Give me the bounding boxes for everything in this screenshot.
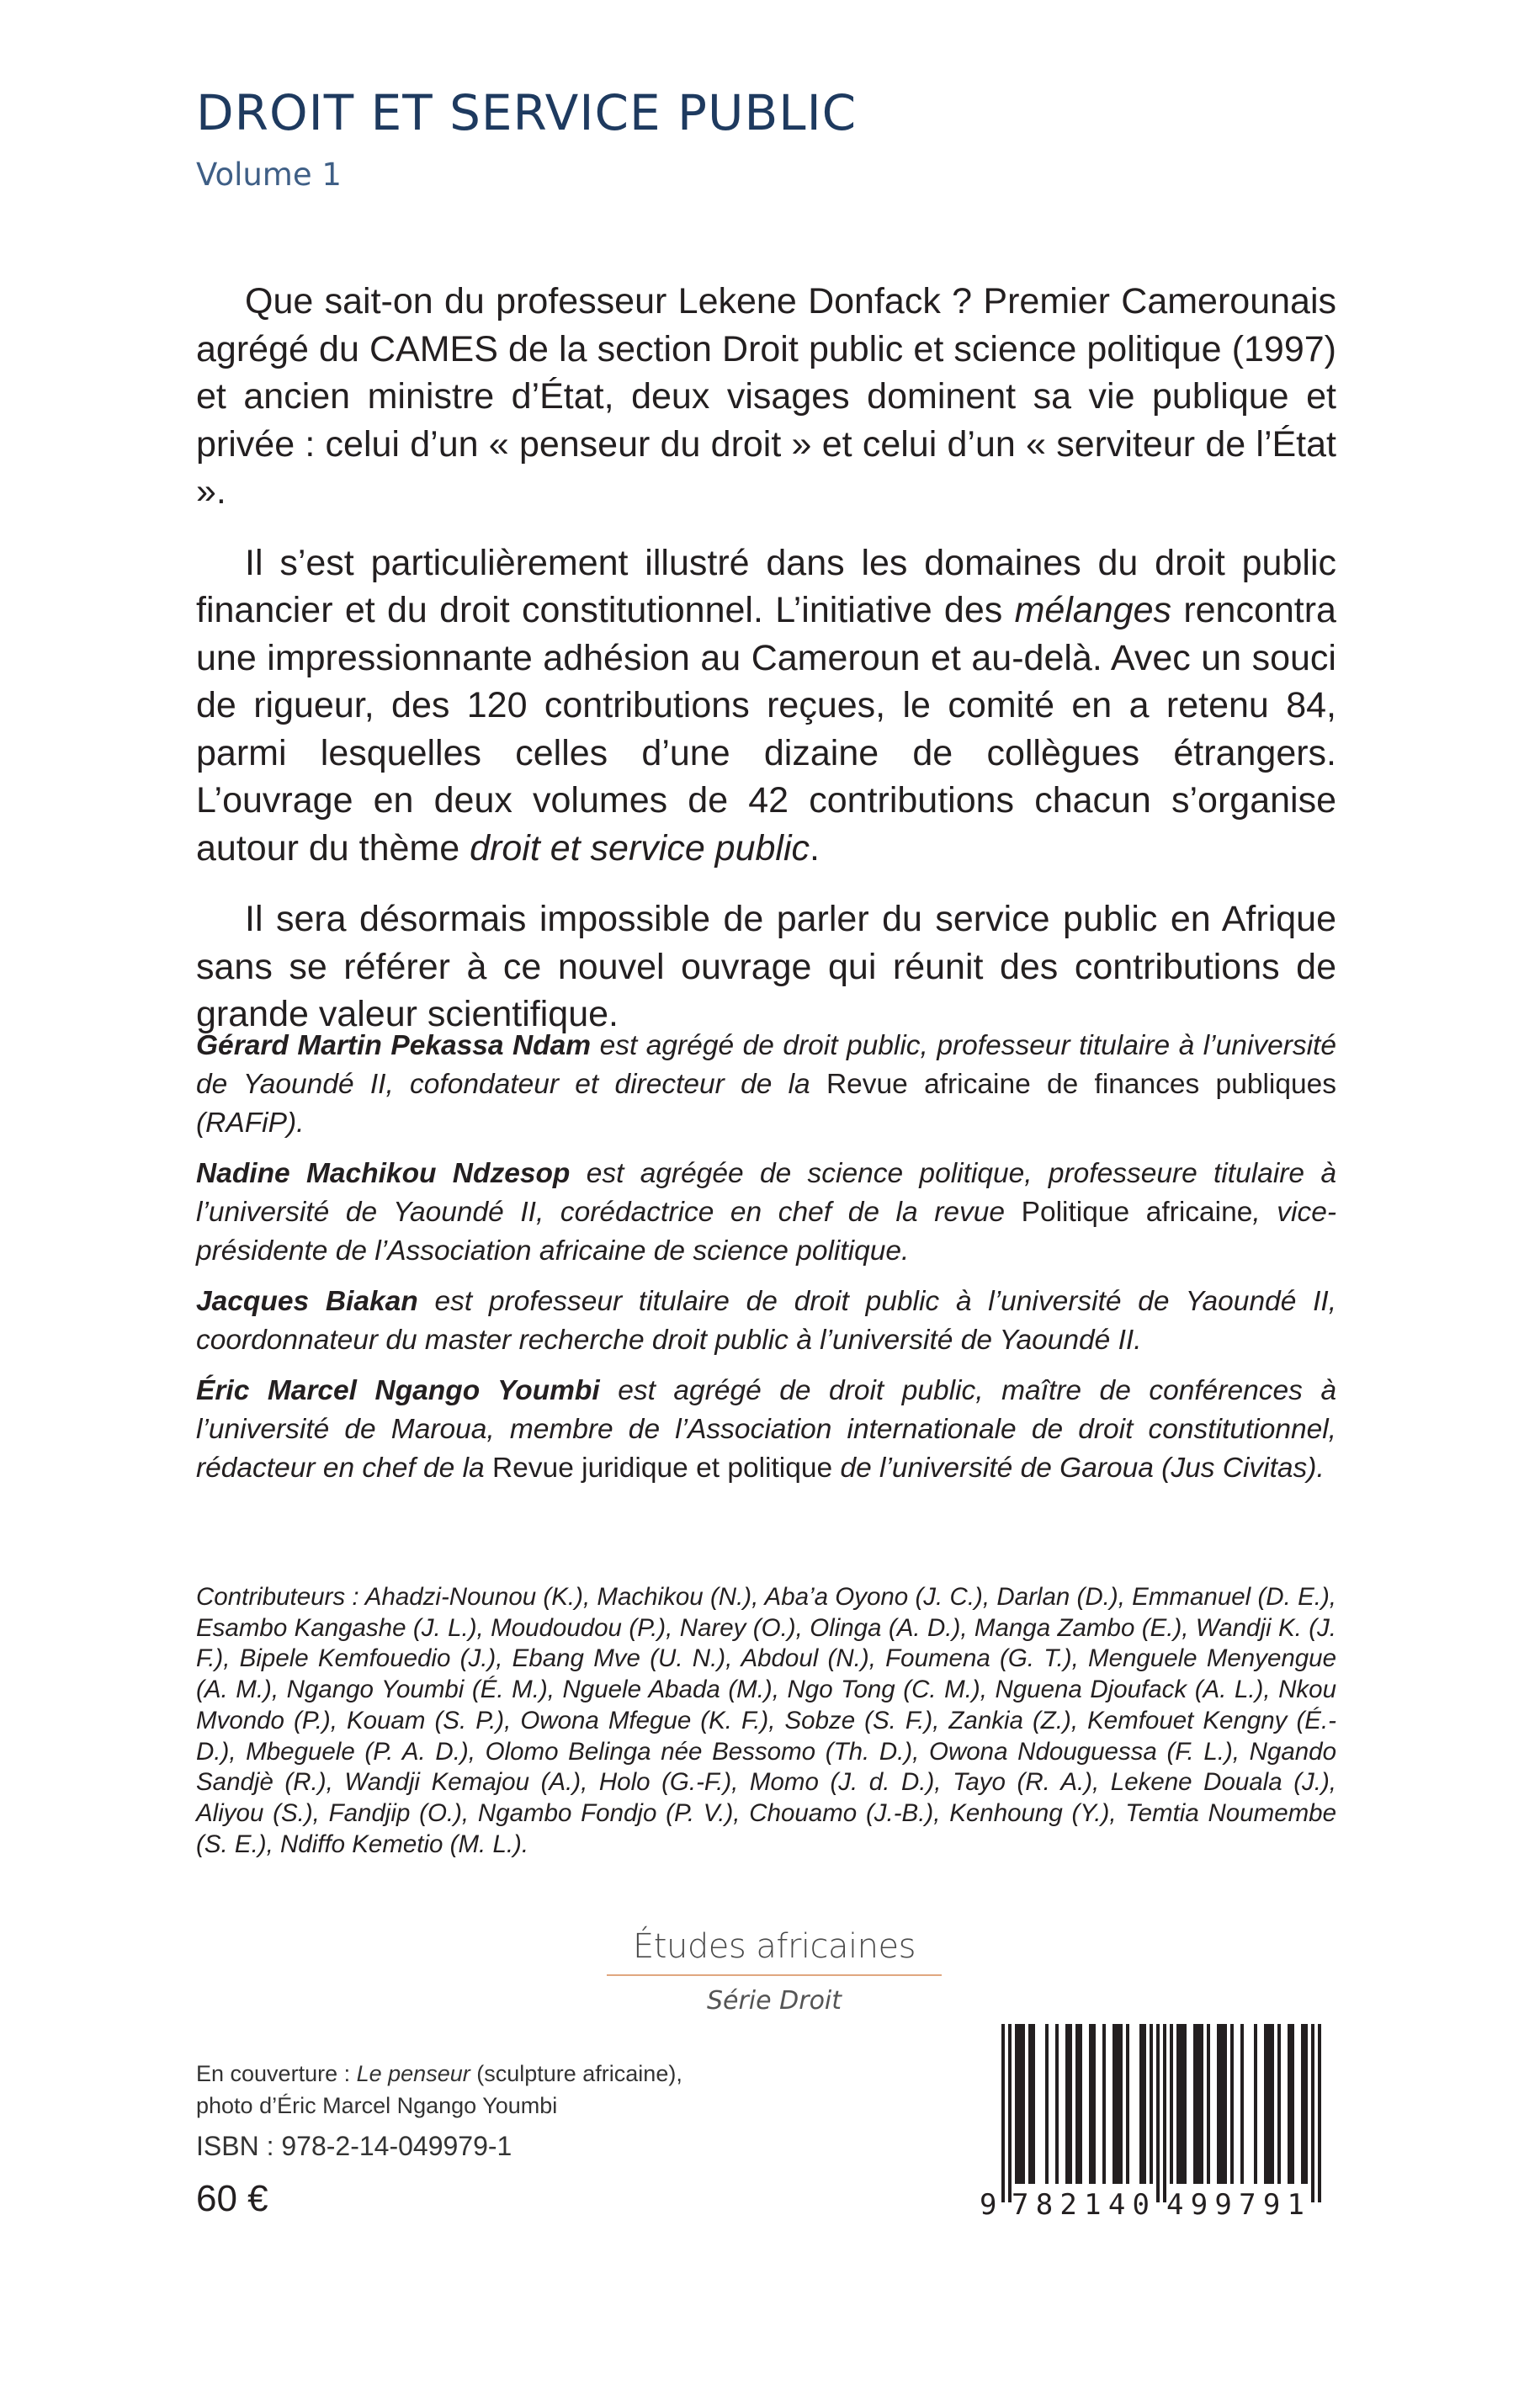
bio-4-journal: Revue juridique et politique — [491, 1453, 833, 1484]
barcode — [976, 2022, 1330, 2221]
barcode-bar — [1301, 2024, 1304, 2184]
series-logo — [602, 1927, 947, 2016]
barcode-bar — [1217, 2024, 1220, 2184]
cover-artwork-title: Le penseur — [356, 2061, 470, 2086]
barcode-bar — [1271, 2024, 1274, 2184]
volume-label: Volume 1 — [196, 157, 342, 193]
contributors-list: Contributeurs : Ahadzi-Nounou (K.), Machikou (N.), Aba’a Oyono (J. C.), Darlan (D.), Emmanuel (D. E.), Esambo Kangashe (J. L.), Moudoudou (P.), Narey (O.), Olinga (A. D.), Manga Zambo (E.), Wandji K. (J. F.), Bipele Kemfouedio (J.), Ebang Mve (U. N.), Abdoul (N.), Foumena (G. T.), Menguele Menyengue (A. M.), Ngango Youmbi (É. M.), Nguele Abada (M.), Ngo Tong (C. M.), Nguena Djoufack (A. L.), Nkou Mvondo (P.), Kouam (S. P.), Owona Mfegue (K. F.), Sobze (S. F.), Zankia (Z.), Kemfouet Kengny (É.-D.), Mbeguele (P. A. D.), Olomo Belinga née Bessomo (Th. D.), Owona Ndouguessa (F. L.), Ngando Sandjè (R.), Wandji Kemajou (A.), Holo (G.-F.), Momo (J. d. D.), Tayo (R. A.), Lekene Douala (J.), Aliyou (S.), Fandjip (O.), Ngambo Fondjo (P. V.), Chouamo (J.-B.), Kenhoung (Y.), Temtia Noumembe (S. E.), Ndiffo Kemetio (M. L.). — [196, 1583, 1336, 1858]
barcode-bar — [1224, 2024, 1227, 2184]
summary-paragraph-1: Que sait-on du professeur Lekene Donfack ? Premier Camerounais agrégé du CAMES de la section Droit public et science politique (1997) et ancien ministre d’État, deux visages dominent sa vie publique et privée : celui d’un « penseur du droit » et celui d’un « serviteur de l’État ». — [196, 281, 1336, 512]
barcode-group-2: 499791 — [1166, 2188, 1304, 2221]
barcode-bar — [1089, 2024, 1092, 2184]
summary-p2-end: . — [810, 827, 820, 868]
summary-paragraph-2 — [196, 539, 1336, 873]
bio-1-text: est agrégé de droit public, professeur titulaire à l’université de Yaoundé II, cofondateur et directeur de la — [196, 1030, 1336, 1100]
bio-4-end: de l’université de Garoua (Jus Civitas). — [840, 1453, 1325, 1484]
barcode-bar — [1015, 2024, 1018, 2184]
series-subtitle: Série Droit — [706, 1986, 842, 2016]
cover-credit-suffix: (sculpture africaine), — [476, 2061, 682, 2086]
cover-photo-credit: photo d’Éric Marcel Ngango Youmbi — [196, 2093, 558, 2118]
bio-2-end: , vice-présidente de l’Association africaine de science politique. — [196, 1197, 1337, 1267]
barcode-bar — [1008, 2024, 1012, 2202]
barcode-bar — [1277, 2024, 1281, 2184]
bio-3-name: Jacques Biakan — [196, 1286, 418, 1317]
bio-2 — [196, 1155, 1336, 1271]
bio-2-text: est agrégée de science politique, professeure titulaire à l’université de Yaoundé II, corédactrice en chef de la revue — [196, 1158, 1336, 1228]
barcode-bar — [1163, 2024, 1166, 2202]
price: 60 € — [196, 2178, 268, 2219]
barcode-bar — [1304, 2024, 1308, 2184]
barcode-bar — [1150, 2024, 1153, 2184]
series-name: Études africaines — [633, 1927, 916, 1966]
barcode-bar — [1102, 2024, 1106, 2184]
barcode-bar — [1288, 2024, 1291, 2184]
bio-4 — [196, 1372, 1336, 1488]
cover-credit-line-1 — [196, 2058, 682, 2090]
barcode-bar — [1032, 2024, 1035, 2184]
barcode-bar — [1126, 2024, 1129, 2184]
barcode-bar — [1240, 2024, 1244, 2184]
barcode-bar — [1116, 2024, 1119, 2184]
barcode-lead-digit: 9 — [980, 2188, 997, 2221]
barcode-bar — [1176, 2024, 1180, 2184]
bio-3-text: est professeur titulaire de droit public à l’université de Yaoundé II, coordonnateur du master recherche droit public à l’université de Yaoundé II. — [196, 1286, 1337, 1356]
barcode-bar — [1113, 2024, 1116, 2184]
bio-4-text: est agrégé de droit public, maître de conférences à l’université de Maroua, membre de l’Association internationale de droit constitutionnel, rédacteur en chef de la — [196, 1375, 1336, 1484]
barcode-bar — [1156, 2024, 1160, 2202]
barcode-bar — [1045, 2024, 1049, 2184]
bio-3 — [196, 1283, 1336, 1360]
barcode-bar — [1267, 2024, 1271, 2184]
barcode-bar — [1143, 2024, 1146, 2184]
barcode-bar — [1065, 2024, 1069, 2184]
barcode-bar — [1180, 2024, 1183, 2184]
bio-2-name: Nadine Machikou Ndzesop — [196, 1158, 571, 1189]
barcode-bar — [1318, 2024, 1321, 2202]
summary-p2-middle: rencontra une impressionnante adhésion au Cameroun et au-delà. Avec un souci de rigueur, des 120 contributions reçues, le comité en a retenu 84, parmi lesquelles celles d’une dizaine de collègues étrangers. L’ouvrage en deux volumes de 42 contributions chacun s’organise autour du thème — [196, 590, 1336, 868]
summary-p2-emphasis: mélanges — [1014, 590, 1172, 630]
barcode-bar — [1291, 2024, 1294, 2184]
barcode-bar — [1207, 2024, 1210, 2184]
barcode-bar — [1193, 2024, 1197, 2184]
barcode-bar — [1230, 2024, 1234, 2184]
barcode-bar — [1139, 2024, 1143, 2184]
summary-p2-theme: droit et service public — [470, 827, 810, 868]
barcode-bar — [1079, 2024, 1082, 2184]
barcode-bar — [1069, 2024, 1072, 2184]
bio-1-name: Gérard Martin Pekassa Ndam — [196, 1030, 592, 1061]
barcode-bar — [1311, 2024, 1314, 2202]
barcode-bar — [1001, 2024, 1005, 2202]
barcode-bar — [1055, 2024, 1059, 2184]
barcode-bar — [1018, 2024, 1022, 2184]
barcode-bar — [1200, 2024, 1203, 2184]
barcode-bar — [1092, 2024, 1096, 2184]
barcode-bar — [1264, 2024, 1267, 2184]
summary-paragraph-3: Il sera désormais impossible de parler du service public en Afrique sans se référer à ce nouvel ouvrage qui réunit des contributions de grande valeur scientifique. — [196, 899, 1336, 1034]
editor-bios — [196, 1027, 1336, 1500]
barcode-bar — [1183, 2024, 1187, 2184]
barcode-bar — [1075, 2024, 1079, 2184]
series-divider — [607, 1974, 942, 1976]
bio-1-end: (RAFiP). — [196, 1108, 305, 1139]
cover-credit-prefix: En couverture : — [196, 2061, 351, 2086]
cover-credit — [196, 2058, 682, 2122]
barcode-bar — [1220, 2024, 1224, 2184]
bio-1-journal: Revue africaine de finances publiques — [826, 1069, 1336, 1100]
isbn: ISBN : 978-2-14-049979-1 — [196, 2131, 512, 2161]
barcode-bar — [1170, 2024, 1173, 2184]
barcode-bar — [1119, 2024, 1123, 2184]
book-title: DROIT ET SERVICE PUBLIC — [196, 84, 858, 141]
summary-p2-start: Il s’est particulièrement illustré dans les domaines du droit public financier et du droit constitutionnel. L’initiative des — [196, 542, 1336, 630]
barcode-bar — [1028, 2024, 1032, 2184]
barcode-bar — [1254, 2024, 1257, 2184]
bio-1 — [196, 1027, 1336, 1143]
barcode-bar — [1197, 2024, 1200, 2184]
summary-text — [196, 278, 1336, 1062]
bio-2-journal: Politique africaine — [1021, 1197, 1253, 1228]
barcode-group-1: 782140 — [1012, 2188, 1150, 2221]
barcode-bar — [1022, 2024, 1025, 2184]
bio-4-name: Éric Marcel Ngango Youmbi — [196, 1375, 600, 1406]
